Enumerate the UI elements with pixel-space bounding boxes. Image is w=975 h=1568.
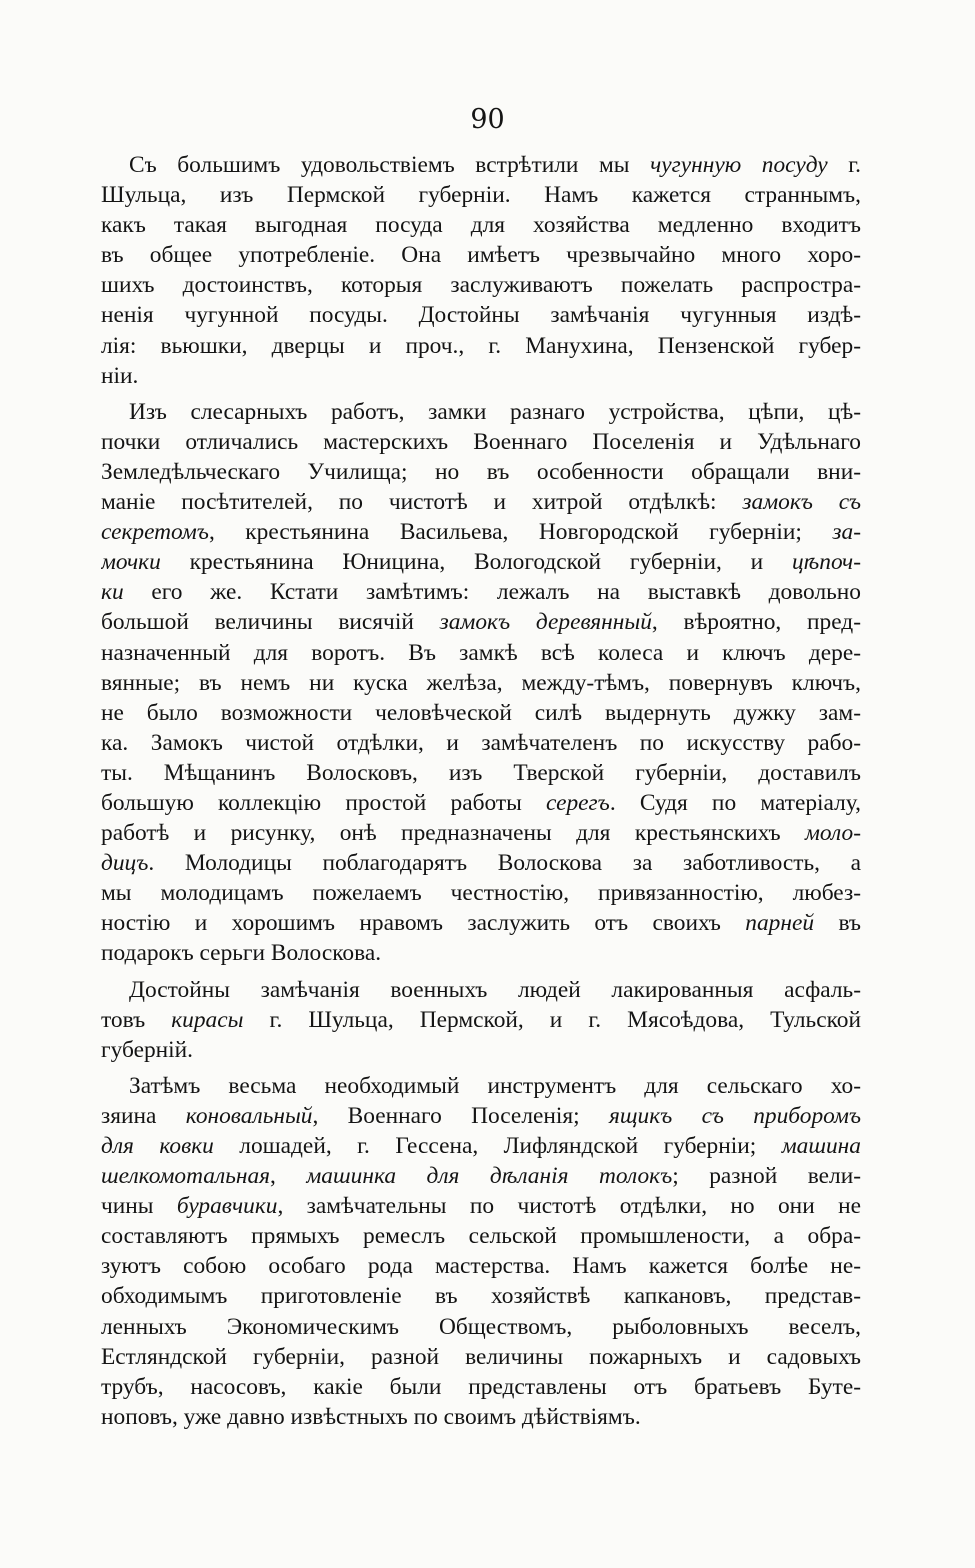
text-segment: , Военнаго Поселенiя; (312, 1102, 609, 1129)
text-segment: ка. Замокъ чистой отдѣлки, и замѣчателенъ по искусству рабо- (101, 729, 861, 756)
text-line (101, 1191, 861, 1221)
text-line (101, 698, 861, 728)
text-line (101, 487, 861, 517)
text-line (101, 397, 861, 427)
text-segment: товъ (101, 1006, 172, 1033)
italic-term: ки (101, 579, 124, 606)
italic-term: чугунную посуду (650, 152, 828, 178)
italic-term: для ковки (101, 1133, 214, 1159)
text-line (101, 668, 861, 698)
text-line (101, 1161, 861, 1191)
italic-term: дицъ (101, 850, 149, 877)
text-segment: . Судя по матерiалу, (609, 789, 861, 816)
text-segment: . Молодицы поблагодарятъ Волоскова за заботливость, а (148, 850, 861, 877)
italic-term: парней (745, 910, 815, 937)
text-segment: нiи. (101, 362, 139, 389)
text-segment: ностiю и хорошимъ нравомъ заслужить отъ своихъ (101, 910, 746, 937)
italic-term: машинка для дѣланiя толокъ (306, 1163, 673, 1190)
text-segment: чины (101, 1193, 177, 1220)
text-line (101, 1342, 861, 1372)
italic-term: серегъ (546, 789, 610, 816)
italic-term: за- (832, 519, 861, 546)
text-segment: Шульца, изъ Пермской губернiи. Намъ кажется страннымъ, (101, 182, 861, 209)
italic-term: буравчики (176, 1193, 278, 1220)
text-line (101, 1005, 861, 1035)
text-segment: лошадей, г. Гессена, Лифляндской губернiи; (213, 1133, 782, 1159)
text-line (101, 728, 861, 758)
text-line (101, 1035, 861, 1065)
italic-term: моло- (804, 820, 861, 847)
text-line (101, 547, 861, 577)
text-line (101, 975, 861, 1005)
text-segment: зуютъ собою особаго рода мастерства. Намъ кажется болѣе не- (101, 1253, 861, 1280)
text-line (101, 331, 861, 361)
text-segment: Изъ слесарныхъ работъ, замки разнаго устройства, цѣпи, цѣ- (129, 398, 861, 425)
text-segment: Естляндской губернiи, разной величины пожарныхъ и садовыхъ (101, 1343, 861, 1370)
page-number: 90 (470, 104, 505, 135)
text-segment: шихъ достоинствъ, которыя заслуживаютъ пожелать распростра- (101, 272, 861, 299)
text-segment: обходимымъ приготовленiе въ хозяйствѣ капкановъ, представ- (101, 1283, 861, 1310)
text-segment: какъ такая выгодная посуда для хозяйства медленно входитъ (101, 212, 861, 239)
text-segment: , крестьянина Васильева, Новгородской губернiи; (208, 519, 833, 546)
text-segment: ноповъ, уже давно извѣстныхъ по своимъ дѣйствiямъ. (101, 1403, 641, 1430)
text-segment: Достойны замѣчанiя военныхъ людей лакированныя асфаль- (129, 976, 861, 1003)
italic-term: машина (781, 1133, 861, 1159)
text-segment: крестьянина Юницина, Вологодской губернiи, и (160, 549, 792, 576)
text-segment: назначенный для воротъ. Въ замкѣ всѣ колеса и ключъ дере- (101, 639, 861, 666)
text-line (101, 1251, 861, 1281)
text-segment: Съ большимъ удовольствiемъ встрѣтили мы (129, 152, 651, 178)
text-line (101, 361, 861, 391)
text-segment: манiе посѣтителей, по чистотѣ и хитрой отдѣлкѣ: (101, 489, 743, 516)
text-segment: лiя: вьюшки, дверцы и проч., г. Манухина, Пензенской губер- (101, 332, 861, 359)
text-line (101, 150, 861, 180)
text-segment: г. Шульца, Пермской, и г. Мясоѣдова, Тульской (243, 1006, 861, 1033)
text-line (101, 517, 861, 547)
text-line (101, 1372, 861, 1402)
text-segment: работѣ и рисунку, онѣ предназначены для крестьянскихъ (101, 820, 805, 847)
text-segment: трубъ, насосовъ, какiе были представлены отъ братьевъ Буте- (101, 1373, 861, 1400)
text-line (101, 210, 861, 240)
text-line (101, 607, 861, 637)
text-line (101, 427, 861, 457)
text-segment: его же. Кстати замѣтимъ: лежалъ на выставкѣ довольно (123, 579, 861, 606)
text-line (101, 300, 861, 330)
text-segment: зяина (101, 1102, 186, 1129)
text-segment: составляютъ прямыхъ ремеслъ сельской промышлености, а обра- (101, 1223, 861, 1250)
text-segment: почки отличались мастерскихъ Военнаго Поселенiя и Удѣльнаго (101, 428, 861, 455)
text-segment: ты. Мѣщанинъ Волосковъ, изъ Тверской губернiи, доставилъ (101, 759, 861, 786)
text-segment: ; разной вели- (672, 1163, 861, 1190)
text-line (101, 1071, 861, 1101)
italic-term: цѣпоч- (791, 549, 861, 576)
text-line (101, 270, 861, 300)
body-text (101, 150, 861, 1432)
text-line (101, 1402, 861, 1432)
text-segment: большую коллекцiю простой работы (101, 789, 546, 816)
text-line (101, 577, 861, 607)
text-line (101, 818, 861, 848)
text-line (101, 638, 861, 668)
text-segment: Затѣмъ весьма необходимый инструментъ для сельскаго хо- (129, 1072, 861, 1099)
text-segment: большой величины висячiй (101, 609, 440, 636)
text-line (101, 457, 861, 487)
text-line (101, 878, 861, 908)
text-segment: г. (827, 152, 861, 178)
text-segment: ленныхъ Экономическимъ Обществомъ, рыболовныхъ веселъ, (101, 1313, 861, 1340)
text-segment: Земледѣльческаго Училища; но въ особенности обращали вни- (101, 458, 861, 485)
italic-term: замокъ деревянный (439, 609, 652, 636)
text-segment: , замѣчательны по чистотѣ отдѣлки, но они не (277, 1193, 861, 1220)
text-line (101, 1312, 861, 1342)
text-segment: въ (814, 910, 861, 937)
italic-term: ящикъ съ приборомъ (609, 1102, 861, 1129)
text-line (101, 908, 861, 938)
text-segment: ненiя чугунной посуды. Достойны замѣчанiя чугунныя издѣ- (101, 302, 861, 329)
italic-term: мочки (101, 549, 161, 576)
text-line (101, 1101, 861, 1131)
italic-term: коновальный (185, 1102, 313, 1129)
text-line (101, 1131, 861, 1161)
text-segment: не было возможности человѣческой силѣ выдернуть дужку зам- (101, 699, 861, 726)
text-segment: , (270, 1163, 307, 1190)
text-line (101, 240, 861, 270)
italic-term: замокъ съ (742, 489, 861, 516)
text-line (101, 1281, 861, 1311)
italic-term: секретомъ (101, 519, 209, 546)
italic-term: кирасы (171, 1006, 244, 1033)
text-line (101, 938, 861, 968)
text-line (101, 848, 861, 878)
text-segment: губернiй. (101, 1036, 194, 1063)
text-segment: въ общее употребленiе. Она имѣетъ чрезвычайно много хоро- (101, 242, 861, 269)
text-line (101, 758, 861, 788)
text-segment: вянные; въ немъ ни куска желѣза, между-тѣмъ, повернувъ ключъ, (101, 669, 861, 696)
italic-term: шелкомотальная (101, 1163, 271, 1190)
text-line (101, 1221, 861, 1251)
text-segment: подарокъ серьги Волоскова. (101, 940, 382, 967)
text-segment: мы молодицамъ пожелаемъ честностiю, привязанностiю, любез- (101, 880, 861, 907)
text-segment: , вѣроятно, пред- (651, 609, 861, 636)
text-line (101, 788, 861, 818)
text-line (101, 180, 861, 210)
